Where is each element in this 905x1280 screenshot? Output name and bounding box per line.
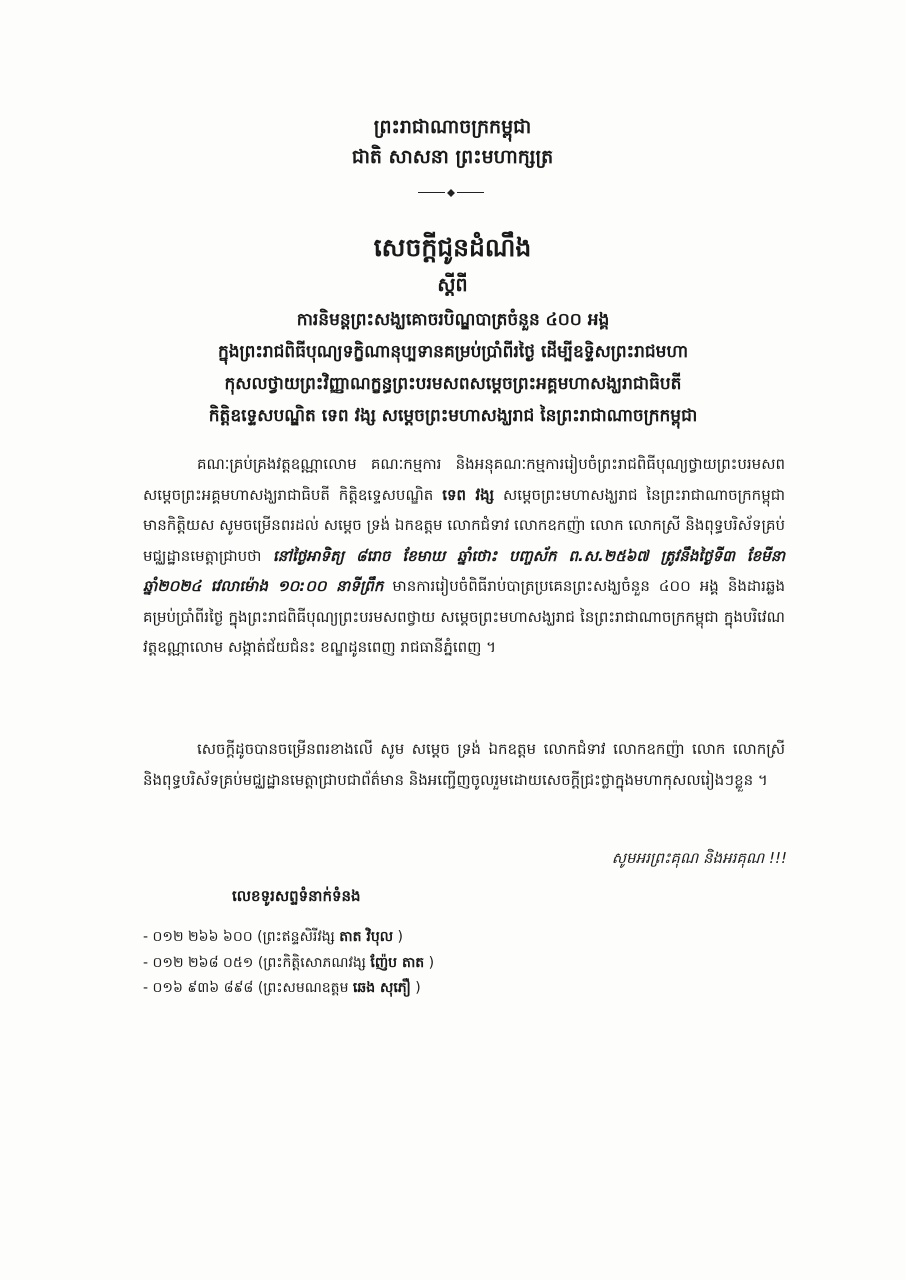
divider-line-left	[418, 192, 445, 193]
contact-close: )	[397, 929, 403, 945]
para2-text: សេចក្តីដូចបានចម្រើនពរខាងលើ សូម សម្តេច ទ្រង់ ឯកឧត្តម លោកជំទាវ លោកឧកញ៉ា លោក លោកស្រី និងពុទ្ធបរិស័ទគ្រប់មជ្ឈដ្ឋានមេត្តាជ្រាបជាព័ត៌មាន និងអញ្ជើញចូលរួមដោយសេចក្តីជ្រះថ្លាក្នុងមហាកុសលរៀងៗខ្លួន ។	[143, 740, 785, 789]
contact-phone: - ០១៦ ៩៣៦ ៨៩៨	[143, 980, 254, 996]
contact-role: (ព្រះឥន្ទសិរីវង្ស	[257, 929, 335, 945]
contact-item	[143, 925, 434, 951]
contact-role: (ព្រះកិត្តិសោភណវង្ស	[257, 954, 366, 971]
contact-phone: - ០១២ ២៦៨ ០៥១	[143, 954, 254, 971]
contact-close: )	[428, 954, 435, 971]
subject-line: កុសលថ្វាយព្រះវិញ្ញាណក្ខន្ធព្រះបរមសពសម្តេចព្រះអគ្គមហាសង្ឃរាជាធិបតី	[224, 374, 682, 394]
contact-close: )	[415, 980, 421, 996]
subject-line: កិត្តិឧទ្ទេសបណ្ឌិត ទេព វង្ស សម្តេចព្រះមហាសង្ឃរាជ នៃព្រះរាជាណាចក្រកម្ពុជា	[208, 406, 698, 426]
subject-line: ការនិមន្តព្រះសង្ឃគោចរបិណ្ឌបាត្រចំនួន ៤០០ អង្គ	[296, 310, 610, 330]
body-paragraph-2	[143, 734, 785, 795]
notice-subject	[118, 304, 788, 432]
contact-name: ញ៉ែប តាត	[370, 954, 425, 971]
contact-role: (ព្រះសមណឧត្តម	[257, 980, 349, 996]
para1-intro: គណៈគ្រប់គ្រងវត្តឧណ្ណាលោម គណៈកម្មការ និងអនុគណៈកម្មការរៀបចំព្រះរាជពិធីបុណ្យថ្វាយព្រះបរមសព សម្តេចព្រះអគ្គមហាសង្ឃរាជាធិបតី កិត្តិឧទ្ទេសបណ្ឌិត	[143, 455, 785, 504]
contact-name: តាត វិបុល	[339, 929, 394, 945]
para1-greeting: សម្តេចព្រះមហាសង្ឃរាជ នៃព្រះរាជាណាចក្រកម្ពុជា មានកិត្តិយស សូមចម្រើនពរដល់ សម្តេច ទ្រង់ ឯកឧត្តម លោកជំទាវ លោកឧកញ៉ា លោក លោកស្រី និងពុទ្ធបរិស័ទគ្រប់មជ្ឈដ្ឋានមេត្តាជ្រាបថា	[143, 485, 785, 565]
patriarch-name: ទេព វង្ស	[442, 485, 495, 504]
body-paragraph-1	[143, 449, 785, 663]
contact-item	[143, 976, 434, 1002]
notice-about: ស្តីពី	[437, 274, 468, 296]
para1-details: មានការរៀបចំពិធីរាប់បាត្រប្រគេនព្រះសង្ឃចំនួន ៤០០ អង្គ និងដារឆ្លងគម្រប់ប្រាំពីរថ្ងៃ ក្នុងព្រះរាជពិធីបុណ្យព្រះបរមសពថ្វាយ សម្តេចព្រះមហាសង្ឃរាជ នៃព្រះរាជាណាចក្រកម្ពុជា ក្នុងបរិវេណវត្តឧណ្ណាលោម សង្កាត់ជ័យជំនះ ខណ្ឌដូនពេញ រាជធានីភ្នំពេញ ។	[143, 577, 785, 656]
closing-thanks: សូមអរព្រះគុណ និងអរគុណ !!!	[611, 849, 787, 867]
subject-line: ក្នុងព្រះរាជពិធីបុណ្យទក្ខិណានុប្បទានគម្រប់ប្រាំពីរថ្ងៃ ដើម្បីឧទ្ទិសព្រះរាជមហា	[217, 342, 689, 362]
kingdom-name: ព្រះរាជាណាចក្រកម្ពុជា	[373, 116, 532, 138]
contact-item	[143, 951, 434, 977]
event-date: នៅថ្ងៃអាទិត្យ ៨រោច ខែមាឃ ឆ្នាំថោះ បញ្ចស័ក ព.ស.២៥៦៧ ត្រូវនឹងថ្ងៃទី៣ ខែមីនា ឆ្នាំ២០២៤ វេលាម៉ោង ១០:០០ នាទីព្រឹក	[143, 546, 785, 595]
letterhead	[0, 112, 905, 172]
contact-name: ឆេង សុភឿ	[352, 980, 411, 996]
contact-title: លេខទូរសព្ទទំនាក់ទំនង	[232, 887, 361, 905]
ornament-divider	[418, 189, 484, 197]
divider-line-right	[457, 192, 484, 193]
divider-diamond	[447, 189, 455, 197]
contact-phone: - ០១២ ២៦៦ ៦០០	[143, 929, 253, 945]
contact-list	[143, 925, 434, 1002]
national-motto: ជាតិ សាសនា ព្រះមហាក្សត្រ	[351, 146, 554, 168]
notice-title: សេចក្តីជូនដំណឹង	[373, 233, 532, 262]
